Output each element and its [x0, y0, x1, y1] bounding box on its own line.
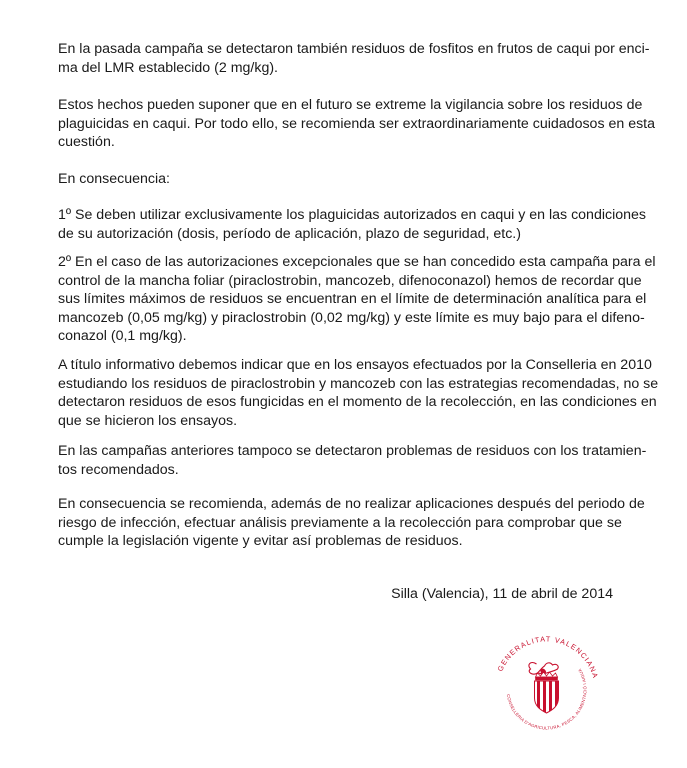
paragraph-ensayos — [58, 356, 659, 430]
text-line: 1º Se deben utilizar exclusivamente los plaguicidas autorizados en caqui y en las condiciones — [58, 207, 647, 223]
text-line: A título informativo debemos indicar que en los ensayos efectuados por la Conselleria en 2010 — [58, 357, 652, 373]
paragraph-item-2 — [58, 253, 656, 346]
text-line: ma del LMR establecido (2 mg/kg). — [58, 59, 278, 76]
text-line: de su autorización (dosis, período de aplicación, plazo de seguridad, etc.) — [58, 225, 521, 242]
paragraph-campanas-anteriores — [58, 442, 647, 479]
paragraph-item-1 — [58, 206, 647, 243]
paragraph-recomendacion — [58, 495, 645, 551]
text-line: En consecuencia: — [58, 171, 170, 187]
text-line: 2º En el caso de las autorizaciones excepcionales que se han concedido esta campaña para el — [58, 254, 656, 270]
paragraph-fosfitos — [58, 40, 650, 77]
date-location-line: Silla (Valencia), 11 de abril de 2014 — [391, 586, 613, 602]
generalitat-valenciana-seal-icon — [489, 632, 604, 747]
svg-text:CONSELLERIA D'AGRICULTURA, PES: CONSELLERIA D'AGRICULTURA, PESCA, ALIMENTACIÓ I AIGUA — [505, 667, 588, 731]
text-line: Estos hechos pueden suponer que en el futuro se extreme la vigilancia sobre los residuos de — [58, 97, 643, 113]
text-line: control de la mancha foliar (piraclostrobin, mancozeb, difenoconazol) hemos de recordar que — [58, 272, 642, 289]
text-line: sus límites máximos de residuos se encuentran en el límite de determinación analítica para el — [58, 291, 647, 307]
text-line: En la pasada campaña se detectaron también residuos de fosfitos en frutos de caqui por enci- — [58, 41, 650, 57]
paragraph-en-consecuencia — [58, 170, 613, 189]
text-line: cumple la legislación vigente y evitar así problemas de residuos. — [58, 533, 463, 549]
text-line: estudiando los residuos de piraclostrobin y mancozeb con las estrategias recomendadas, no se — [58, 375, 659, 392]
text-line: detectaron residuos de esos fungicidas en el momento de la recolección, en las condiciones en — [58, 394, 657, 410]
text-line: plaguicidas en caqui. Por todo ello, se recomienda ser extraordinariamente cuidadosos en esta — [58, 115, 656, 132]
text-line: conazol (0,1 mg/kg). — [58, 328, 187, 344]
text-line: En consecuencia se recomienda, además de no realizar aplicaciones después del periodo de — [58, 496, 645, 512]
text-line: tos recomendados. — [58, 461, 179, 478]
text-line: cuestión. — [58, 134, 115, 150]
text-line: riesgo de infección, efectuar análisis previamente a la recolección para comprobar que se — [58, 514, 622, 531]
text-line: En las campañas anteriores tampoco se detectaron problemas de residuos con los tratamien- — [58, 443, 647, 459]
text-line: que se hicieron los ensayos. — [58, 412, 238, 429]
text-line: mancozeb (0,05 mg/kg) y piraclostrobin (0,02 mg/kg) y este límite es muy bajo para el difeno- — [58, 309, 645, 326]
paragraph-vigilancia — [58, 96, 656, 152]
svg-text:GENERALITAT VALENCIANA: GENERALITAT VALENCIANA — [495, 634, 601, 680]
